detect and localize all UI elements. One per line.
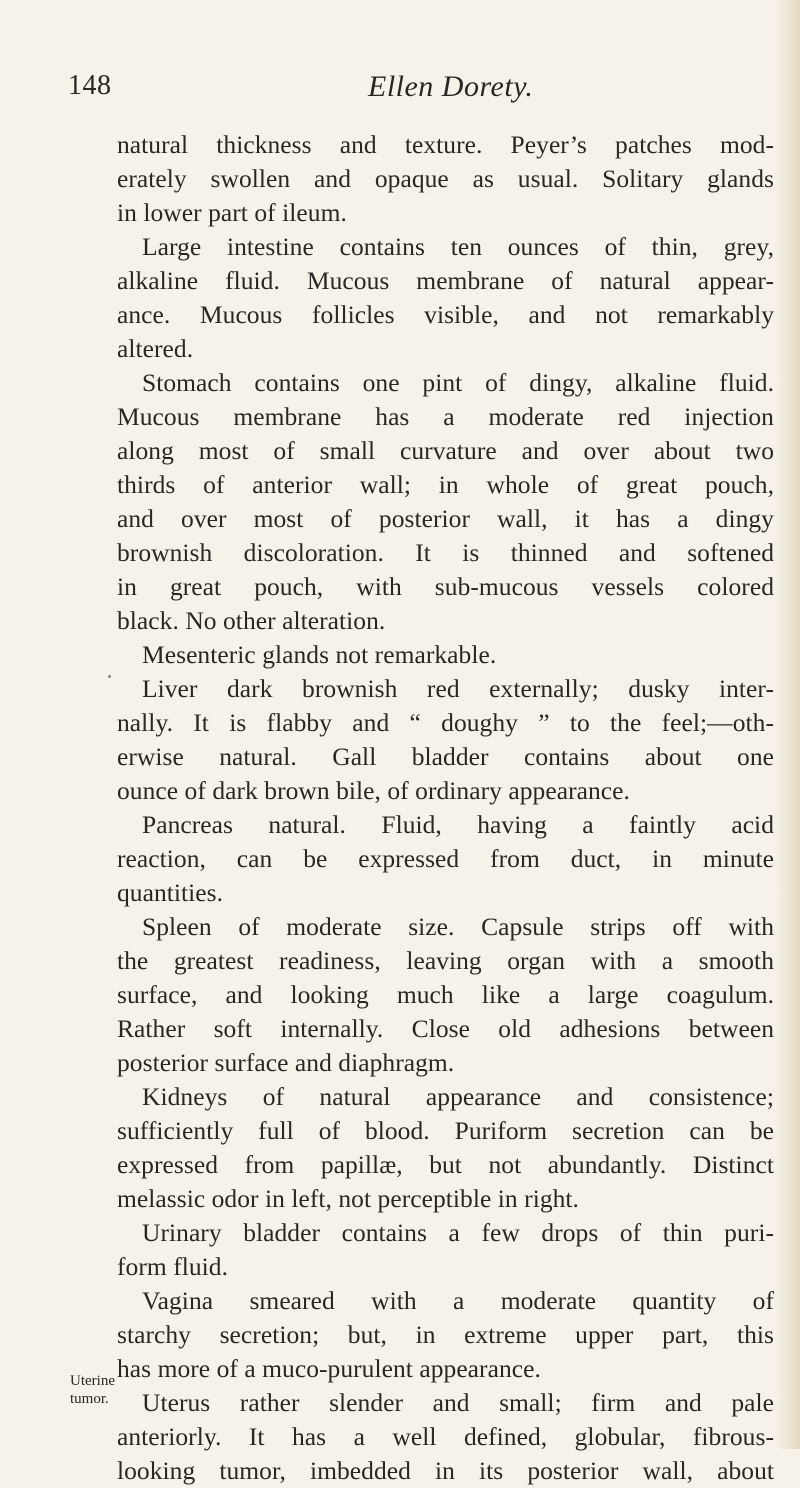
text-line: reaction, can be expressed from duct, in minute [117, 844, 774, 873]
text-line: and over most of posterior wall, it has a dingy [117, 504, 774, 533]
text-line: Mesenteric glands not remarkable. [142, 640, 497, 669]
text-line: Rather soft internally. Close old adhesions between [117, 1014, 774, 1043]
text-line: form fluid. [117, 1252, 229, 1281]
text-line: Kidneys of natural appearance and consistence; [142, 1082, 774, 1111]
text-line: Urinary bladder contains a few drops of thin puri- [142, 1218, 774, 1247]
text-line: melassic odor in left, not perceptible in right. [117, 1184, 579, 1213]
text-line: erwise natural. Gall bladder contains about one [117, 742, 774, 771]
text-line: surface, and looking much like a large coagulum. [117, 980, 774, 1009]
text-line: looking tumor, imbedded in its posterior wall, about [117, 1456, 774, 1485]
page-number: 148 [68, 70, 112, 101]
text-line: in great pouch, with sub-mucous vessels colored [117, 572, 774, 601]
running-title: Ellen Dorety. [368, 70, 534, 103]
text-line: altered. [117, 334, 194, 363]
text-line: Stomach contains one pint of dingy, alkaline fluid. [142, 368, 774, 397]
text-line: Large intestine contains ten ounces of thin, grey, [142, 232, 774, 261]
page-edge-shading [776, 0, 800, 1449]
margin-note-line: Uterine [70, 1373, 115, 1389]
text-line: brownish discoloration. It is thinned and softened [117, 538, 774, 567]
body-text [117, 128, 774, 1488]
paper-speck [108, 675, 111, 678]
margin-note-line: tumor. [70, 1391, 109, 1407]
text-line: black. No other alteration. [117, 606, 386, 635]
text-line: Mucous membrane has a moderate red injection [117, 402, 774, 431]
text-line: Uterus rather slender and small; firm and pale [142, 1388, 774, 1417]
text-line: expressed from papillæ, but not abundantly. Distinct [117, 1150, 774, 1179]
text-line: natural thickness and texture. Peyer’s patches mod- [117, 130, 774, 159]
text-line: Spleen of moderate size. Capsule strips off with [142, 912, 774, 941]
text-line: alkaline fluid. Mucous membrane of natural appear- [117, 266, 774, 295]
text-line: nally. It is flabby and “ doughy ” to the feel;—oth- [117, 708, 774, 737]
text-line: Pancreas natural. Fluid, having a faintly acid [142, 810, 774, 839]
text-line: ounce of dark brown bile, of ordinary appearance. [117, 776, 630, 805]
text-line: Liver dark brownish red externally; dusky inter- [142, 674, 774, 703]
text-line: along most of small curvature and over about two [117, 436, 774, 465]
text-line: posterior surface and diaphragm. [117, 1048, 455, 1077]
text-line: erately swollen and opaque as usual. Solitary glands [117, 164, 774, 193]
text-line: sufficiently full of blood. Puriform secretion can be [117, 1116, 774, 1145]
page-header [68, 70, 800, 110]
text-line: Vagina smeared with a moderate quantity of [142, 1286, 774, 1315]
text-line: anteriorly. It has a well defined, globular, fibrous- [117, 1422, 774, 1451]
text-line: starchy secretion; but, in extreme upper part, this [117, 1320, 774, 1349]
text-line: in lower part of ileum. [117, 198, 347, 227]
text-line: has more of a muco-purulent appearance. [117, 1354, 541, 1383]
text-line: the greatest readiness, leaving organ with a smooth [117, 946, 774, 975]
margin-note [70, 1372, 140, 1408]
text-line: ance. Mucous follicles visible, and not remarkably [117, 300, 774, 329]
text-line: quantities. [117, 878, 224, 907]
text-line: thirds of anterior wall; in whole of great pouch, [117, 470, 774, 499]
